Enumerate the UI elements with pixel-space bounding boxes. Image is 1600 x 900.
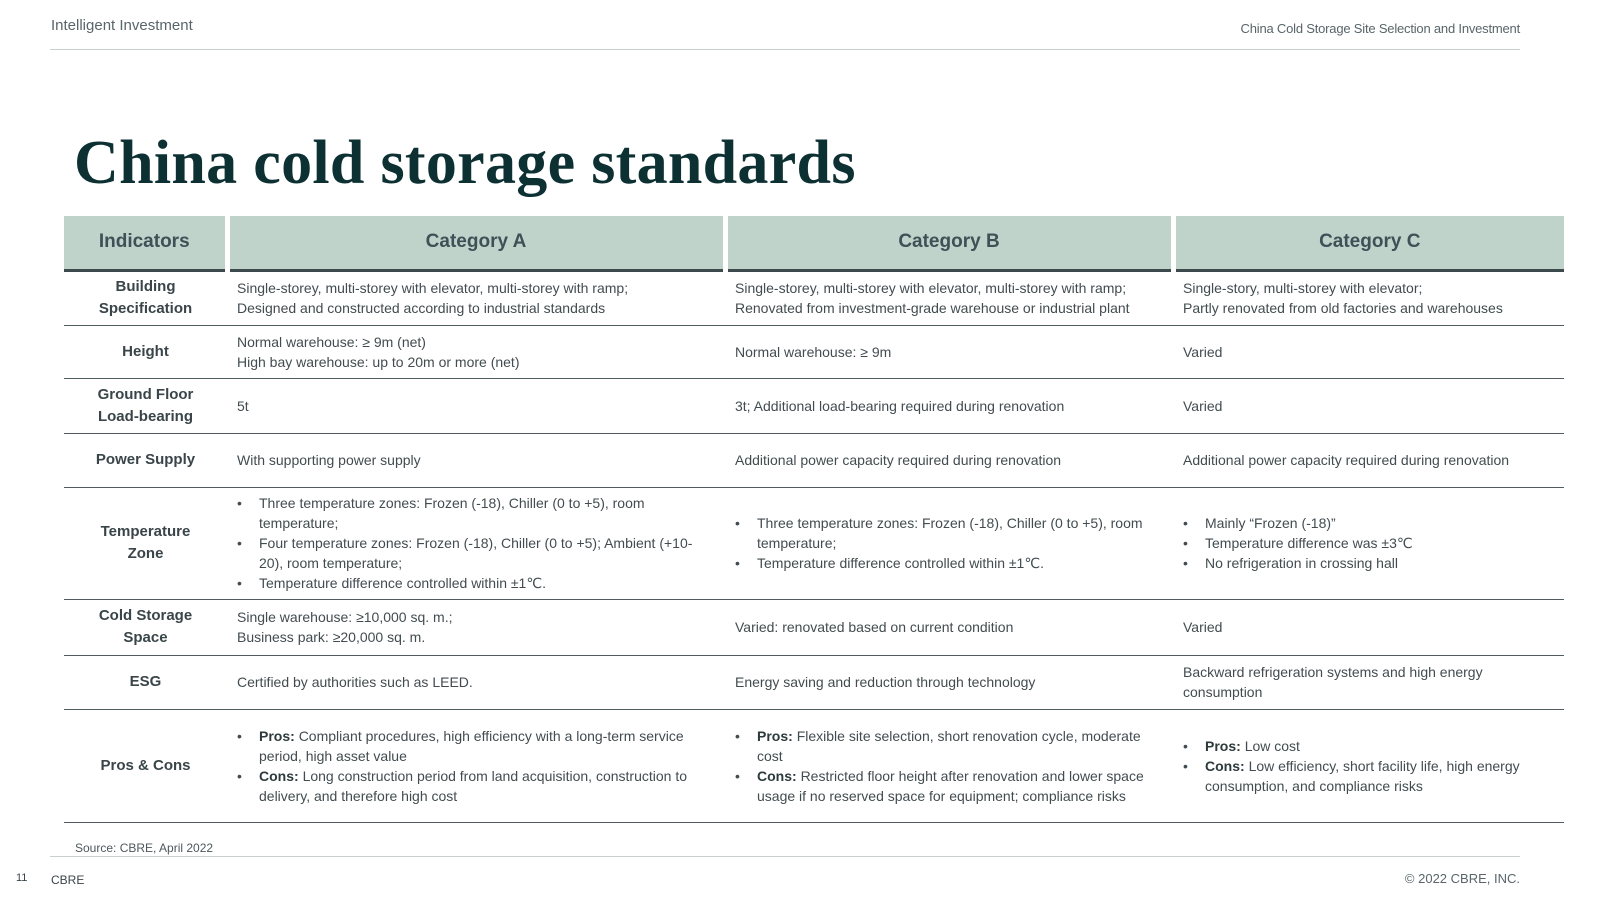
bullet-list	[735, 726, 1163, 806]
header-brand-tagline: Intelligent Investment	[51, 17, 193, 34]
list-item-pros: • Pros: Flexible site selection, short renovation cycle, moderate cost	[735, 726, 1163, 766]
cons-label: Cons:	[259, 767, 299, 784]
category-b-cell	[725, 487, 1173, 599]
indicator-cell: Pros & Cons	[64, 709, 227, 822]
category-a-cell: 5t	[227, 378, 725, 433]
list-item: • Mainly “Frozen (-18)”	[1183, 513, 1554, 533]
table-row-building-specification	[64, 270, 1564, 325]
category-c-cell	[1173, 709, 1564, 822]
list-item-cons: • Cons: Low efficiency, short facility life, high energy consumption, and compliance risks	[1183, 756, 1554, 796]
table-row-ground-floor-load-bearing	[64, 378, 1564, 433]
list-item: • Three temperature zones: Frozen (-18), Chiller (0 to +5), room temperature;	[237, 493, 715, 533]
table-row-cold-storage-space	[64, 599, 1564, 655]
column-header-category-c: Category C	[1173, 216, 1564, 270]
indicator-cell: Building Specification	[64, 270, 227, 325]
category-a-cell: Single-storey, multi-storey with elevator, multi-storey with ramp; Designed and constructed according to industrial standards	[227, 270, 725, 325]
indicator-cell: ESG	[64, 655, 227, 709]
list-item: • Temperature difference controlled within ±1℃.	[735, 553, 1163, 573]
list-item-cons: • Cons: Restricted floor height after renovation and lower space usage if no reserved space for equipment; compliance risks	[735, 766, 1163, 806]
pros-label: Pros:	[1205, 737, 1241, 754]
footer-divider	[50, 856, 1520, 857]
footer-brand: CBRE	[51, 873, 85, 887]
cons-label: Cons:	[1205, 757, 1245, 774]
source-note: Source: CBRE, April 2022	[75, 841, 214, 855]
category-b-cell: Additional power capacity required during renovation	[725, 433, 1173, 487]
column-header-indicators: Indicators	[64, 216, 227, 270]
bullet-list	[1183, 736, 1554, 796]
column-header-category-b: Category B	[725, 216, 1173, 270]
list-item: • Temperature difference was ±3℃	[1183, 533, 1554, 553]
pros-label: Pros:	[259, 727, 295, 744]
list-item-cons: • Cons: Long construction period from land acquisition, construction to delivery, and therefore high cost	[237, 766, 715, 806]
category-b-cell: Varied: renovated based on current condition	[725, 599, 1173, 655]
copyright-notice: © 2022 CBRE, INC.	[1404, 871, 1520, 886]
category-b-cell: Single-storey, multi-storey with elevator, multi-storey with ramp; Renovated from investment-grade warehouse or industrial plant	[725, 270, 1173, 325]
pros-label: Pros:	[757, 727, 793, 744]
header-divider	[50, 49, 1520, 50]
category-b-cell: 3t; Additional load-bearing required during renovation	[725, 378, 1173, 433]
table-row-esg	[64, 655, 1564, 709]
category-c-cell: Varied	[1173, 378, 1564, 433]
bullet-list	[1183, 513, 1554, 573]
category-a-cell	[227, 487, 725, 599]
category-a-cell: Certified by authorities such as LEED.	[227, 655, 725, 709]
page-number: 11	[16, 872, 28, 884]
list-item: • Three temperature zones: Frozen (-18), Chiller (0 to +5), room temperature;	[735, 513, 1163, 553]
list-item: • Four temperature zones: Frozen (-18), Chiller (0 to +5); Ambient (+10-20), room temperature;	[237, 533, 715, 573]
category-a-cell: Single warehouse: ≥10,000 sq. m.; Business park: ≥20,000 sq. m.	[227, 599, 725, 655]
category-a-cell	[227, 709, 725, 822]
list-item-pros: • Pros: Compliant procedures, high efficiency with a long-term service period, high asset value	[237, 726, 715, 766]
category-c-cell: Single-story, multi-storey with elevator; Partly renovated from old factories and warehouses	[1173, 270, 1564, 325]
category-c-cell: Additional power capacity required during renovation	[1173, 433, 1564, 487]
indicator-cell: Height	[64, 325, 227, 378]
indicator-cell: Temperature Zone	[64, 487, 227, 599]
list-item: • No refrigeration in crossing hall	[1183, 553, 1554, 573]
header-report-title: China Cold Storage Site Selection and Investment	[1240, 21, 1520, 36]
indicator-cell: Cold Storage Space	[64, 599, 227, 655]
bullet-list	[735, 513, 1163, 573]
table-row-temperature-zone	[64, 487, 1564, 599]
page-title: China cold storage standards	[74, 129, 856, 197]
category-c-cell: Varied	[1173, 325, 1564, 378]
category-c-cell	[1173, 487, 1564, 599]
bullet-list	[237, 726, 715, 806]
standards-table	[64, 216, 1564, 823]
category-a-cell: With supporting power supply	[227, 433, 725, 487]
indicator-cell: Ground Floor Load-bearing	[64, 378, 227, 433]
category-a-cell: Normal warehouse: ≥ 9m (net) High bay warehouse: up to 20m or more (net)	[227, 325, 725, 378]
list-item: • Temperature difference controlled within ±1℃.	[237, 573, 715, 593]
indicator-cell: Power Supply	[64, 433, 227, 487]
category-b-cell: Energy saving and reduction through technology	[725, 655, 1173, 709]
category-c-cell: Backward refrigeration systems and high energy consumption	[1173, 655, 1564, 709]
category-b-cell	[725, 709, 1173, 822]
cons-label: Cons:	[757, 767, 797, 784]
table-row-pros-cons	[64, 709, 1564, 822]
table-header-row	[64, 216, 1564, 270]
table-row-height	[64, 325, 1564, 378]
category-b-cell: Normal warehouse: ≥ 9m	[725, 325, 1173, 378]
table-row-power-supply	[64, 433, 1564, 487]
column-header-category-a: Category A	[227, 216, 725, 270]
bullet-list	[237, 493, 715, 593]
category-c-cell: Varied	[1173, 599, 1564, 655]
list-item-pros: • Pros: Low cost	[1183, 736, 1554, 756]
